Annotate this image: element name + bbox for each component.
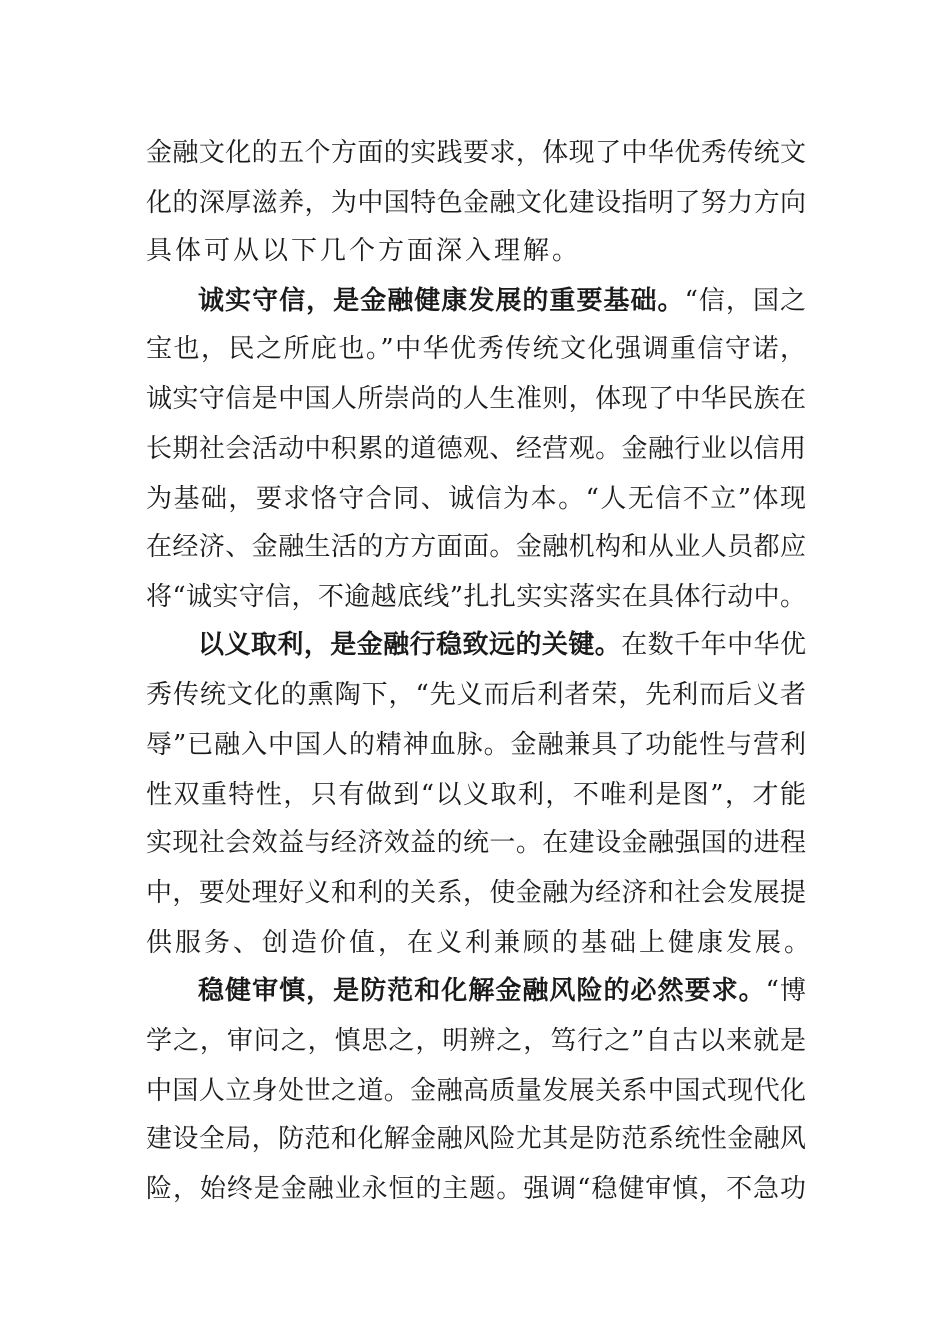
body-text-line: 实现社会效益与经济效益的统一。在建设金融强国的进程 (146, 828, 806, 858)
body-text-line: 供服务、创造价值，在义利兼顾的基础上健康发展。 (146, 928, 814, 958)
body-text-line: 具体可从以下几个方面深入理解。 (146, 236, 582, 266)
paragraph-first-line (198, 620, 806, 670)
body-text-line: 在经济、金融生活的方方面面。金融机构和从业人员都应 (146, 532, 806, 562)
body-text: “博 (765, 976, 806, 1006)
body-text: “信，国之 (684, 286, 806, 316)
body-text-line: 将“诚实守信，不逾越底线”扎扎实实落实在具体行动中。 (146, 582, 806, 612)
paragraph-first-line (198, 966, 806, 1016)
paragraph-heading: 稳健审慎，是防范和化解金融风险的必然要求。 (198, 976, 766, 1006)
body-text-line: 化的深厚滋养，为中国特色金融文化建设指明了努力方向 (146, 188, 806, 218)
body-text-line: 金融文化的五个方面的实践要求，体现了中华优秀传统文 (146, 138, 806, 168)
body-text-line: 险，始终是金融业永恒的主题。强调“稳健审慎，不急功 (146, 1174, 806, 1204)
body-text-line: 诚实守信是中国人所崇尚的人生准则，体现了中华民族在 (146, 384, 806, 414)
body-text-line: 长期社会活动中积累的道德观、经营观。金融行业以信用 (146, 434, 806, 464)
body-text-line: 建设全局，防范和化解金融风险尤其是防范系统性金融风 (146, 1124, 806, 1154)
body-text-line: 性双重特性，只有做到“以义取利，不唯利是图”，才能 (146, 780, 806, 810)
body-text-line: 中，要处理好义和利的关系，使金融为经济和社会发展提 (146, 878, 806, 908)
body-text-line: 宝也，民之所庇也。”中华优秀传统文化强调重信守诺， (146, 334, 806, 364)
paragraph-heading: 诚实守信，是金融健康发展的重要基础。 (198, 286, 685, 316)
paragraph-first-line (198, 276, 806, 326)
body-text-line: 为基础，要求恪守合同、诚信为本。“人无信不立”体现 (146, 484, 806, 514)
body-text-line: 中国人立身处世之道。金融高质量发展关系中国式现代化 (146, 1076, 806, 1106)
body-text-line: 秀传统文化的熏陶下，“先义而后利者荣，先利而后义者 (146, 680, 806, 710)
body-text-line: 辱”已融入中国人的精神血脉。金融兼具了功能性与营利 (146, 730, 806, 760)
body-text-line: 学之，审问之，慎思之，明辨之，笃行之”自古以来就是 (146, 1026, 806, 1056)
body-text: 在数千年中华优 (621, 630, 806, 660)
paragraph-heading: 以义取利，是金融行稳致远的关键。 (198, 630, 622, 660)
